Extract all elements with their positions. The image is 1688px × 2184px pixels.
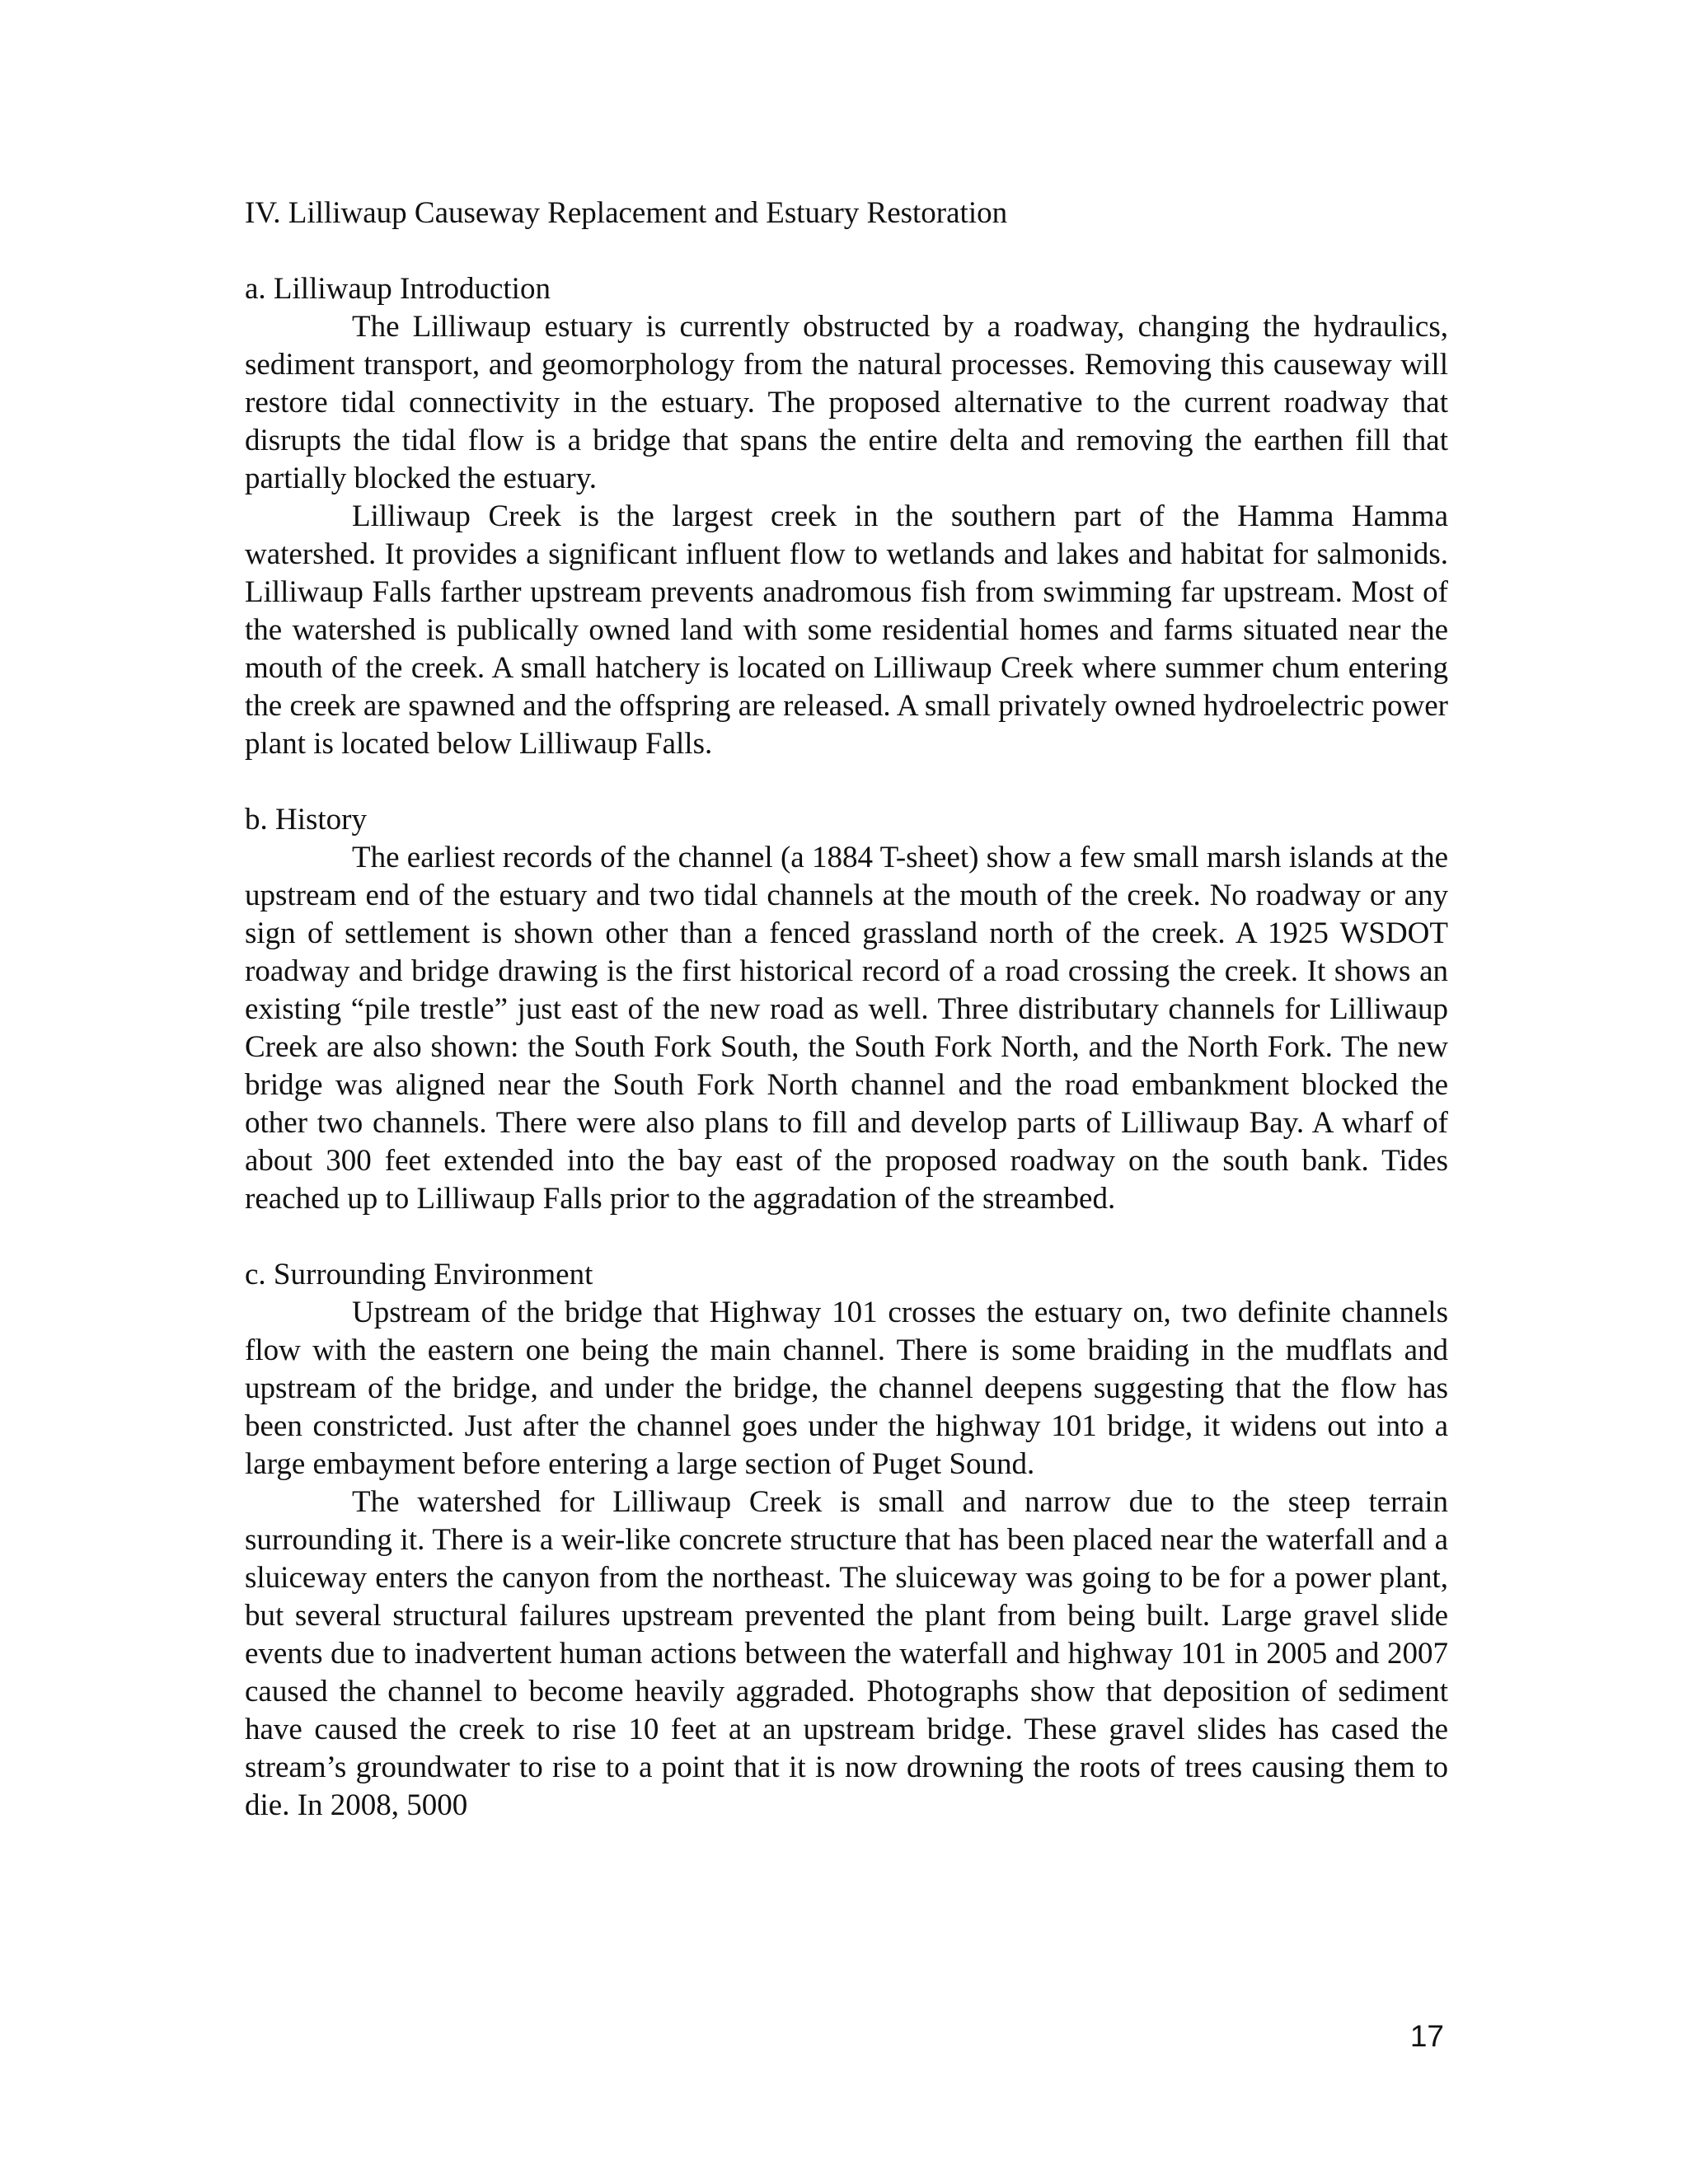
section-heading-introduction: a. Lilliwaup Introduction (245, 272, 551, 306)
spacer (245, 763, 1448, 801)
section-heading-history: b. History (245, 803, 367, 837)
page-number: 17 (1409, 2019, 1444, 2053)
page-content (245, 194, 1448, 1825)
document-title: IV. Lilliwaup Causeway Replacement and Estuary Restoration (245, 196, 1008, 230)
history-paragraph-1: The earliest records of the channel (a 1884 T-sheet) show a few small marsh islands at the upstream end of the estuary and two tidal channels at the mouth of the creek. No roadway or any sign of settlement is shown other than a fenced grassland north of the creek. A 1925 WSDOT roadway and bridge drawing is the first historical record of a road crossing the creek. It shows an existing “pile trestle” just east of the new road as well. Three distributary channels for Lilliwaup Creek are also shown: the South Fork South, the South Fork North, and the North Fork. The new bridge was aligned near the South Fork North channel and the road embankment blocked the other two channels. There were also plans to fill and develop parts of Lilliwaup Bay. A wharf of about 300 feet extended into the bay east of the proposed roadway on the south bank. Tides reached up to Lilliwaup Falls prior to the aggradation of the streambed. (245, 841, 1448, 1216)
intro-paragraph-2: Lilliwaup Creek is the largest creek in the southern part of the Hamma Hamma watershed. It provides a significant influent flow to wetlands and lakes and habitat for salmonids. Lilliwaup Falls farther upstream prevents anadromous fish from swimming far upstream. Most of the watershed is publically owned land with some residential homes and farms situated near the mouth of the creek. A small hatchery is located on Lilliwaup Creek where summer chum entering the creek are spawned and the offspring are released. A small privately owned hydroelectric power plant is located below Lilliwaup Falls. (245, 499, 1448, 761)
intro-paragraph-1: The Lilliwaup estuary is currently obstructed by a roadway, changing the hydraulics, sediment transport, and geomorphology from the natural processes. Removing this causeway will restore tidal connectivity in the estuary. The proposed alternative to the current roadway that disrupts the tidal flow is a bridge that spans the entire delta and removing the earthen fill that partially blocked the estuary. (245, 310, 1448, 495)
environment-paragraph-1: Upstream of the bridge that Highway 101 crosses the estuary on, two definite channels flow with the eastern one being the main channel. There is some braiding in the mudflats and upstream of the bridge, and under the bridge, the channel deepens suggesting that the flow has been constricted. Just after the channel goes under the highway 101 bridge, it widens out into a large embayment before entering a large section of Puget Sound. (245, 1296, 1448, 1481)
spacer (245, 232, 1448, 270)
spacer (245, 1218, 1448, 1256)
environment-paragraph-2: The watershed for Lilliwaup Creek is small and narrow due to the steep terrain surrounding it. There is a weir-like concrete structure that has been placed near the waterfall and a sluiceway enters the canyon from the northeast. The sluiceway was going to be for a power plant, but several structural failures upstream prevented the plant from being built. Large gravel slide events due to inadvertent human actions between the waterfall and highway 101 in 2005 and 2007 caused the channel to become heavily aggraded. Photographs show that deposition of sediment have caused the creek to rise 10 feet at an upstream bridge. These gravel slides has cased the stream’s groundwater to rise to a point that it is now drowning the roots of trees causing them to die. In 2008, 5000 (245, 1485, 1448, 1822)
section-heading-environment: c. Surrounding Environment (245, 1258, 593, 1291)
